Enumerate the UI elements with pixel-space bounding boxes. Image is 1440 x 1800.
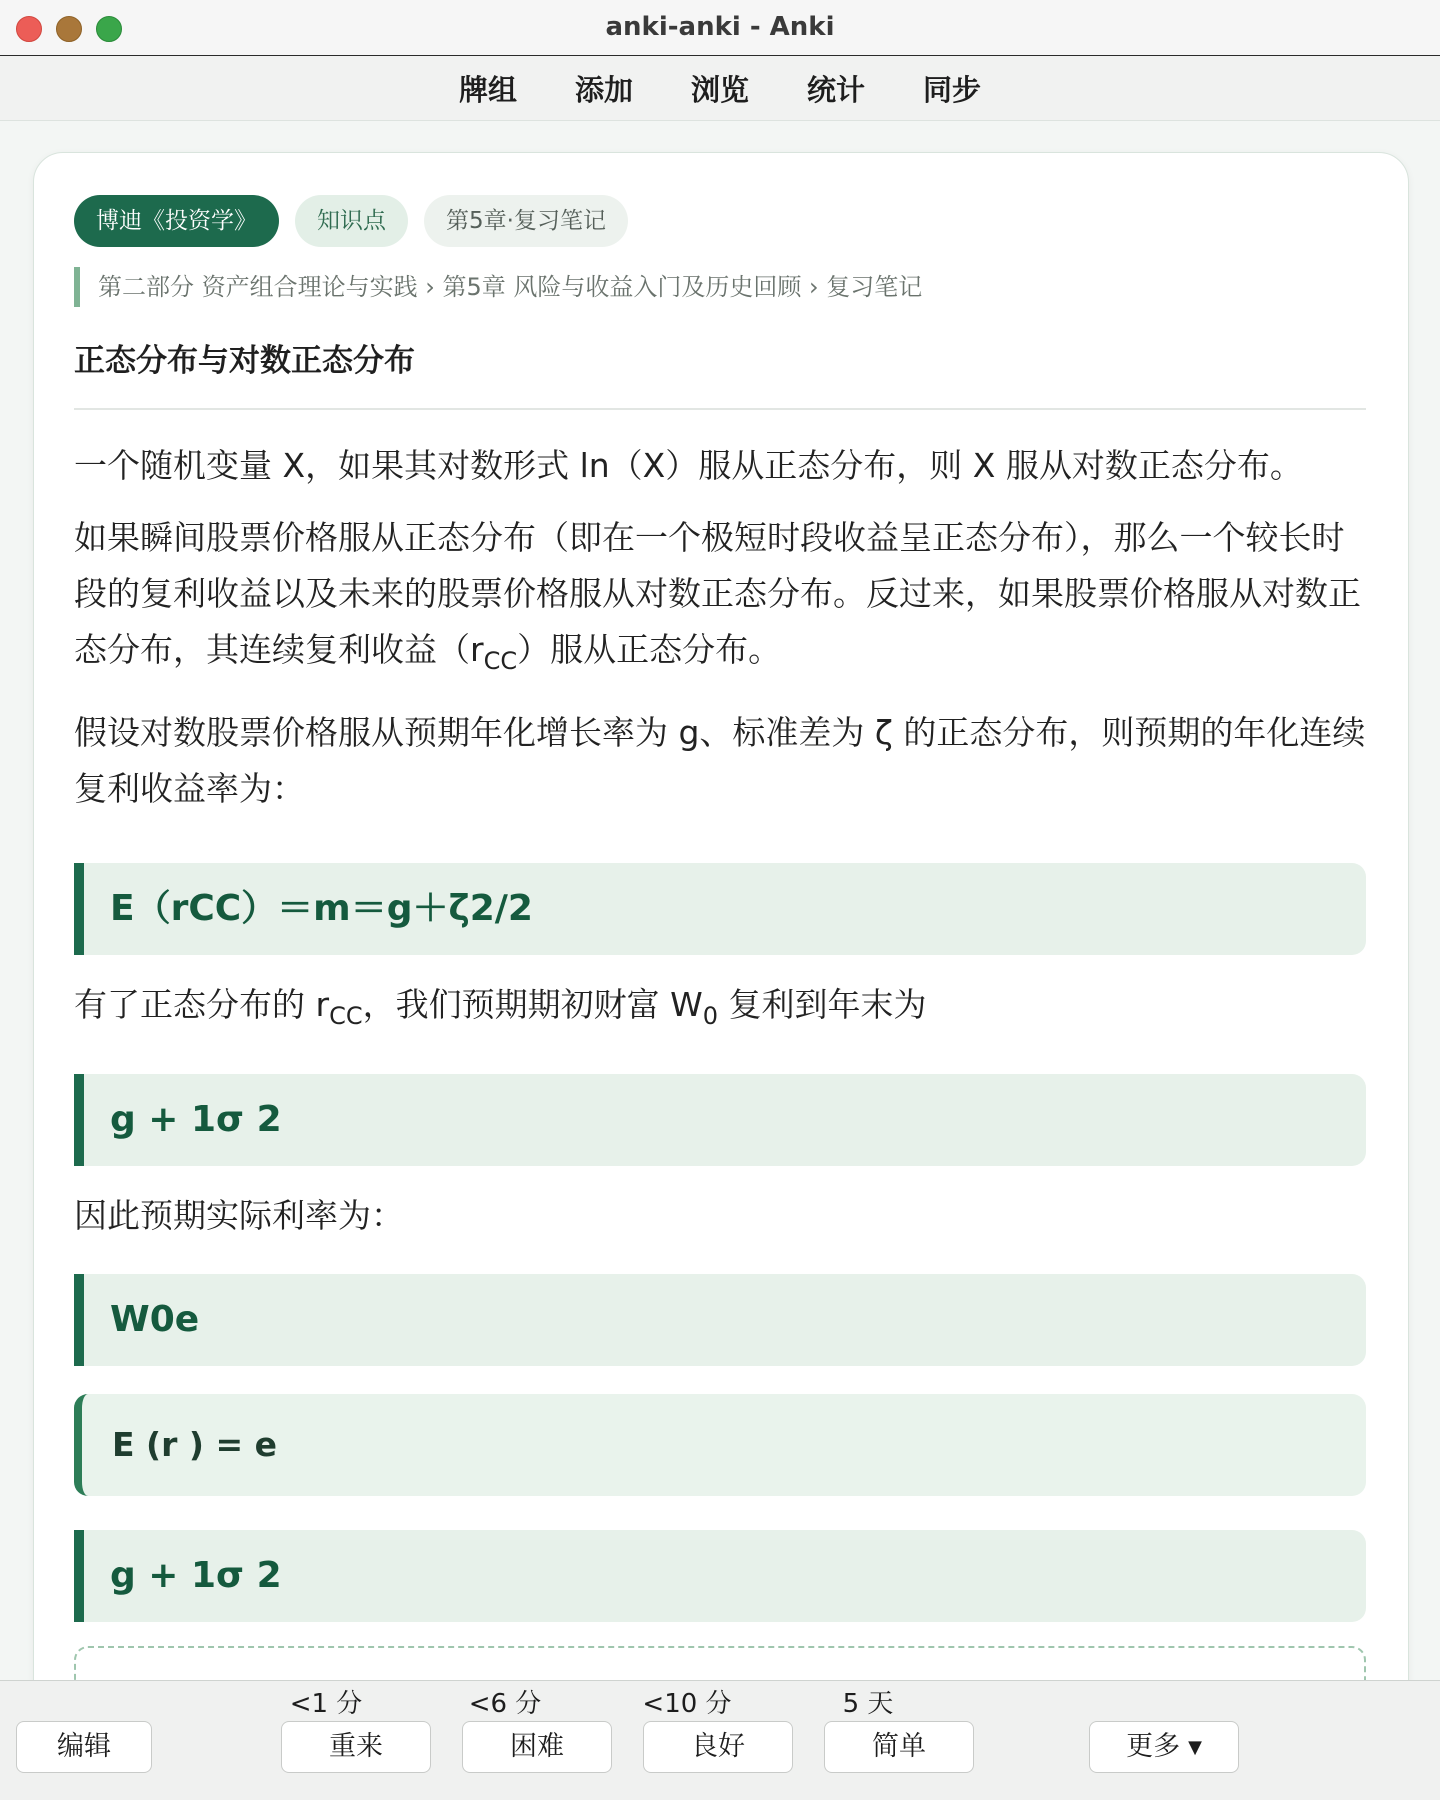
hard-interval: <6 分 xyxy=(468,1689,542,1719)
toolbar-sync-button[interactable]: 同步 xyxy=(923,72,982,107)
formula-growth-repeat: g + 1σ 2 xyxy=(74,1530,1366,1622)
easy-button[interactable]: 简单 xyxy=(824,1721,974,1773)
card-content xyxy=(74,195,1366,1710)
good-button[interactable]: 良好 xyxy=(643,1721,793,1773)
tag-chapter: 第5章·复习笔记 xyxy=(424,195,628,247)
paragraph-assumption: 假设对数股票价格服从预期年化增长率为 g、标准差为 ζ 的正态分布，则预期的年化连续复利收益率为： xyxy=(74,713,1366,808)
formula-growth: g + 1σ 2 xyxy=(74,1074,1366,1166)
subscript-zero: 0 xyxy=(702,1002,718,1030)
tag-knowledge: 知识点 xyxy=(295,195,408,247)
paragraph-wealth-b: ，我们预期期初财富 W xyxy=(362,985,703,1024)
caret-down-icon: ▼ xyxy=(1188,1737,1202,1758)
paragraph-wealth xyxy=(74,977,1366,1044)
title-bar xyxy=(0,0,1440,56)
paragraph-definition: 一个随机变量 X，如果其对数形式 ln（X）服从正态分布，则 X 服从对数正态分布。 xyxy=(74,446,1303,485)
subscript-cc: CC xyxy=(329,1002,363,1030)
review-bottom-bar xyxy=(0,1680,1440,1800)
review-card xyxy=(33,152,1409,1800)
again-button[interactable]: 重来 xyxy=(281,1721,431,1773)
toolbar-stats-button[interactable]: 统计 xyxy=(807,72,866,107)
formula-w0e: W0e xyxy=(74,1274,1366,1366)
formula-expected-rcc: E（rCC）＝m＝g＋ζ2/2 xyxy=(74,863,1366,955)
formula-expected-return: E (r ) = e xyxy=(74,1394,1366,1496)
more-button-label: 更多 xyxy=(1126,1731,1181,1762)
toolbar-browse-button[interactable]: 浏览 xyxy=(690,72,749,107)
card-title: 正态分布与对数正态分布 xyxy=(74,335,1366,410)
edit-button[interactable]: 编辑 xyxy=(16,1721,152,1773)
more-button[interactable] xyxy=(1089,1721,1239,1773)
paragraph-lognormal-end: ）服从正态分布。 xyxy=(517,630,782,669)
tag-book: 博迪《投资学》 xyxy=(74,195,279,247)
again-interval: <1 分 xyxy=(289,1689,363,1719)
paragraph-wealth-c: 复利到年末为 xyxy=(717,985,927,1024)
toolbar-decks-button[interactable]: 牌组 xyxy=(458,72,517,107)
paragraph-lognormal xyxy=(74,510,1366,689)
paragraph-wealth-a: 有了正态分布的 r xyxy=(74,985,330,1024)
window-title: anki-anki - Anki xyxy=(605,12,835,42)
subscript-cc: CC xyxy=(483,647,518,675)
good-interval: <10 分 xyxy=(642,1689,732,1719)
breadcrumb: 第二部分 资产组合理论与实践 › 第5章 风险与收益入门及历史回顾 › 复习笔记 xyxy=(74,267,1366,307)
main-toolbar xyxy=(0,56,1440,121)
toolbar-add-button[interactable]: 添加 xyxy=(574,72,633,107)
paragraph-lognormal-text: 如果瞬间股票价格服从正态分布（即在一个极短时段收益呈正态分布），那么一个较长时段的复利收益以及未来的股票价格服从对数正态分布。反过来，如果股票价格服从对数正态分布，其连续复利收益（r xyxy=(74,518,1361,669)
easy-interval: 5 天 xyxy=(842,1689,894,1719)
tag-list xyxy=(74,195,1366,247)
hard-button[interactable]: 困难 xyxy=(462,1721,612,1773)
paragraph-real-rate: 因此预期实际利率为： xyxy=(74,1196,404,1235)
